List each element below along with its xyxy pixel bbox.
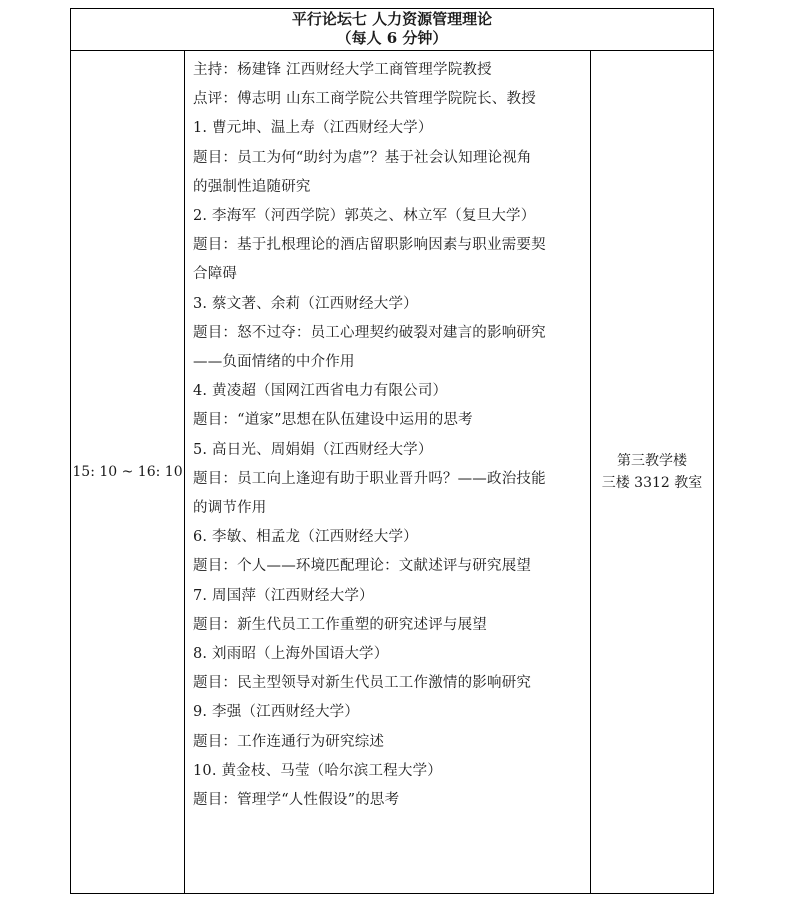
table-header (71, 9, 713, 51)
forum-subtitle: （每人 6 分钟） (336, 29, 448, 47)
program-line: 4. 黄凌超（国网江西省电力有限公司） (193, 383, 448, 400)
program-line: 题目：员工向上逢迎有助于职业晋升吗？——政治技能 (193, 470, 546, 487)
program-line: 3. 蔡文著、余莉（江西财经大学） (193, 295, 418, 312)
program-line: 题目：民主型领导对新生代员工工作激情的影响研究 (193, 675, 532, 692)
location-building: 第三教学楼 (617, 452, 687, 469)
program-lines (193, 56, 588, 815)
program-line: 题目：个人——环境匹配理论：文献述评与研究展望 (193, 558, 532, 575)
program-line: 题目：员工为何“助纣为虐”？基于社会认知理论视角 (193, 149, 532, 166)
program-line: 8. 刘雨昭（上海外国语大学） (193, 646, 389, 663)
program-line: 题目：基于扎根理论的酒店留职影响因素与职业需要契 (193, 237, 546, 254)
program-line: 题目：工作连通行为研究综述 (193, 733, 385, 750)
time-cell (71, 50, 185, 893)
session-time: 15: 10 ~ 16: 10 (72, 463, 183, 480)
forum-title: 平行论坛七 人力资源管理理论 (291, 10, 493, 28)
program-line: 主持：杨建锋 江西财经大学工商管理学院教授 (193, 62, 492, 78)
program-line: 的强制性追随研究 (193, 178, 311, 195)
location-cell (591, 50, 713, 893)
program-line: 题目：新生代员工工作重塑的研究述评与展望 (193, 616, 487, 633)
location-room: 三楼 3312 教室 (601, 474, 703, 491)
program-line: 10. 黄金枝、马莹（哈尔滨工程大学） (193, 762, 442, 779)
program-line: 点评：傅志明 山东工商学院公共管理学院院长、教授 (193, 91, 536, 108)
program-cell (185, 50, 591, 893)
program-line: 合障碍 (193, 266, 238, 283)
schedule-table (70, 8, 714, 894)
program-line: 6. 李敏、相孟龙（江西财经大学） (193, 529, 418, 546)
program-line: 题目：管理学“人性假设”的思考 (193, 792, 400, 809)
program-line: 5. 高日光、周娟娟（江西财经大学） (193, 441, 433, 458)
program-line: 2. 李海军（河西学院）郭英之、林立军（复旦大学） (193, 208, 536, 225)
program-line: 7. 周国萍（江西财经大学） (193, 587, 374, 604)
program-line: 题目：怒不过夺：员工心理契约破裂对建言的影响研究 (193, 324, 546, 341)
program-line: 的调节作用 (193, 500, 267, 517)
program-line: 1. 曹元坤、温上寿（江西财经大学） (193, 120, 433, 137)
program-line: ——负面情绪的中介作用 (193, 354, 355, 371)
program-line: 题目：“道家”思想在队伍建设中运用的思考 (193, 412, 473, 429)
program-line: 9. 李强（江西财经大学） (193, 704, 360, 721)
